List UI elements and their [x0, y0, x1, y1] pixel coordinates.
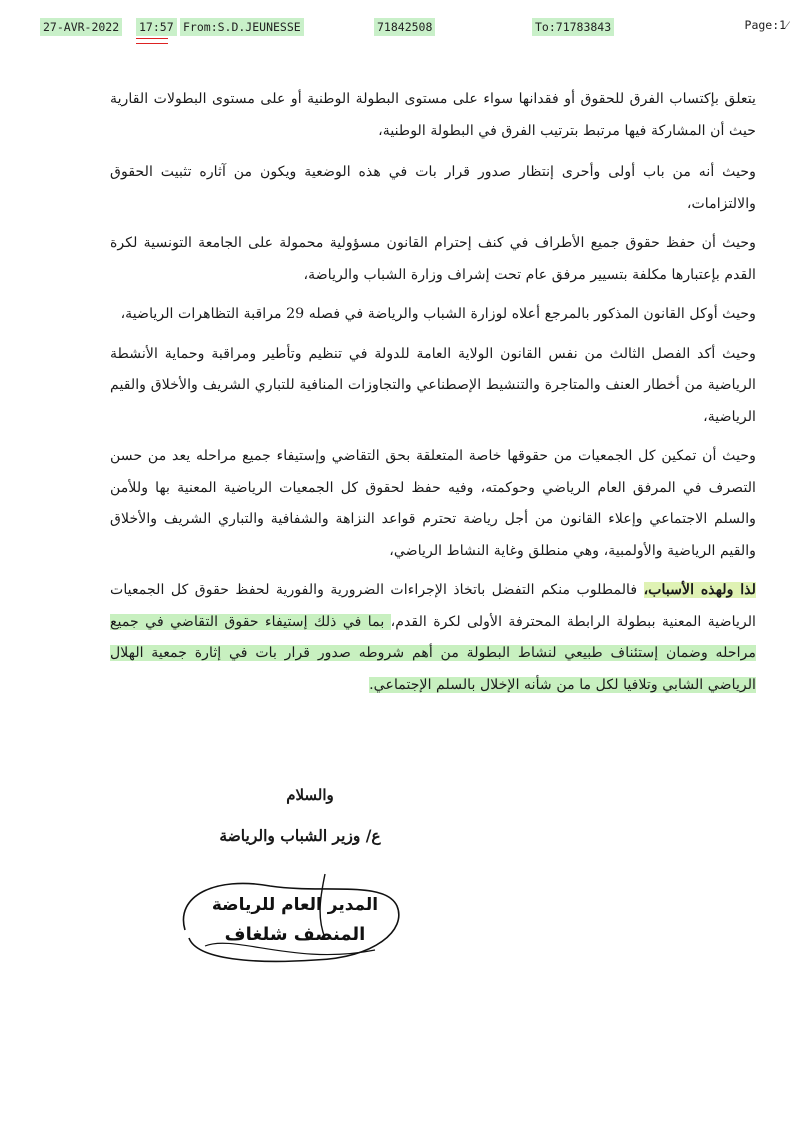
- letter-body: [110, 84, 756, 709]
- request-text: فالمطلوب منكم التفضل باتخاذ الإجراءات الضرورية والفورية لحفظ حقوق كل الجمعيات الرياضية المعنية ببطولة الرابطة المحترفة الأولى لكرة القدم،: [110, 582, 756, 630]
- fax-date: 27-AVR-2022: [40, 18, 122, 36]
- paragraph-3: وحيث أن حفظ حقوق جميع الأطراف في كنف إحترام القانون مسؤولية محمولة على الجامعة التونسية لكرة القدم بإعتبارها مكلفة بتسيير مرفق عام تحت إشراف وزارة الشباب والرياضة،: [110, 235, 756, 283]
- fax-from: From:S.D.JEUNESSE: [180, 18, 304, 36]
- paragraph-7: [110, 575, 756, 701]
- fax-sender-number: 71842508: [374, 18, 435, 36]
- red-underline-mark: [136, 38, 168, 44]
- fax-header: [40, 12, 788, 38]
- paragraph-5: وحيث أكد الفصل الثالث من نفس القانون الولاية العامة للدولة في تنظيم وتأطير ومراقبة وحماية الأنشطة الرياضية من أخطار العنف والمتاجرة والتنشيط الإصطناعي والتجاوزات المنافية للتباري الشريف والأخلاق والقيم الرياضية،: [110, 345, 756, 425]
- signatory-title: ع/ وزير الشباب والرياضة: [219, 826, 381, 845]
- closing-salutation: والسلام: [286, 786, 334, 804]
- signature-line-2: المنصف شلغاف: [224, 924, 366, 945]
- conclusion-heading: لذا ولهذه الأسباب،: [643, 582, 756, 598]
- signature-line-1: المدير العام للرياضة: [211, 895, 379, 915]
- fax-page: Page:1⁄: [744, 18, 788, 32]
- paragraph-6: وحيث أن تمكين كل الجمعيات من حقوقها خاصة المتعلقة بحق التقاضي وإستيفاء جميع مراحله يعد من حسن التصرف في المرفق العام الرياضي وحوكمته، وفيه حفظ لحقوق كل الجمعيات الرياضية المعنية بها وللأمن والسلم الاجتماعي وإعلاء القانون من أجل رياضة تحترم قواعد النزاهة والشفافية والتباري الشريف والأخلاق والقيم الرياضية والأولمبية، وهي منطلق وغاية النشاط الرياضي،: [110, 448, 756, 559]
- highlighted-request: بما في ذلك إستيفاء حقوق التقاضي في جميع مراحله وضمان إستئناف طبيعي لنشاط البطولة من أهم شروطه صدور قرار بات في إثارة جمعية الهلال الرياضي الشابي وتلافيا لكل ما من شأنه الإخلال بالسلم الإجتماعي.: [110, 613, 756, 693]
- fax-time: 17:57: [136, 18, 177, 36]
- fax-to: To:71783843: [532, 18, 614, 36]
- paragraph-2: وحيث أنه من باب أولى وأحرى إنتظار صدور قرار بات في هذه الوضعية ويكون من آثاره تثبيت الحقوق والالتزامات،: [110, 164, 756, 212]
- paragraph-1: يتعلق بإكتساب الفرق للحقوق أو فقدانها سواء على مستوى البطولة الوطنية أو على مستوى البطولات القارية حيث أن المشاركة فيها مرتبط بترتيب الفرق في البطولة الوطنية،: [110, 91, 756, 139]
- signature-stamp: [175, 868, 405, 968]
- paragraph-4: وحيث أوكل القانون المذكور بالمرجع أعلاه لوزارة الشباب والرياضة في فصله 29 مراقبة التظاهرات الرياضية،: [120, 306, 756, 322]
